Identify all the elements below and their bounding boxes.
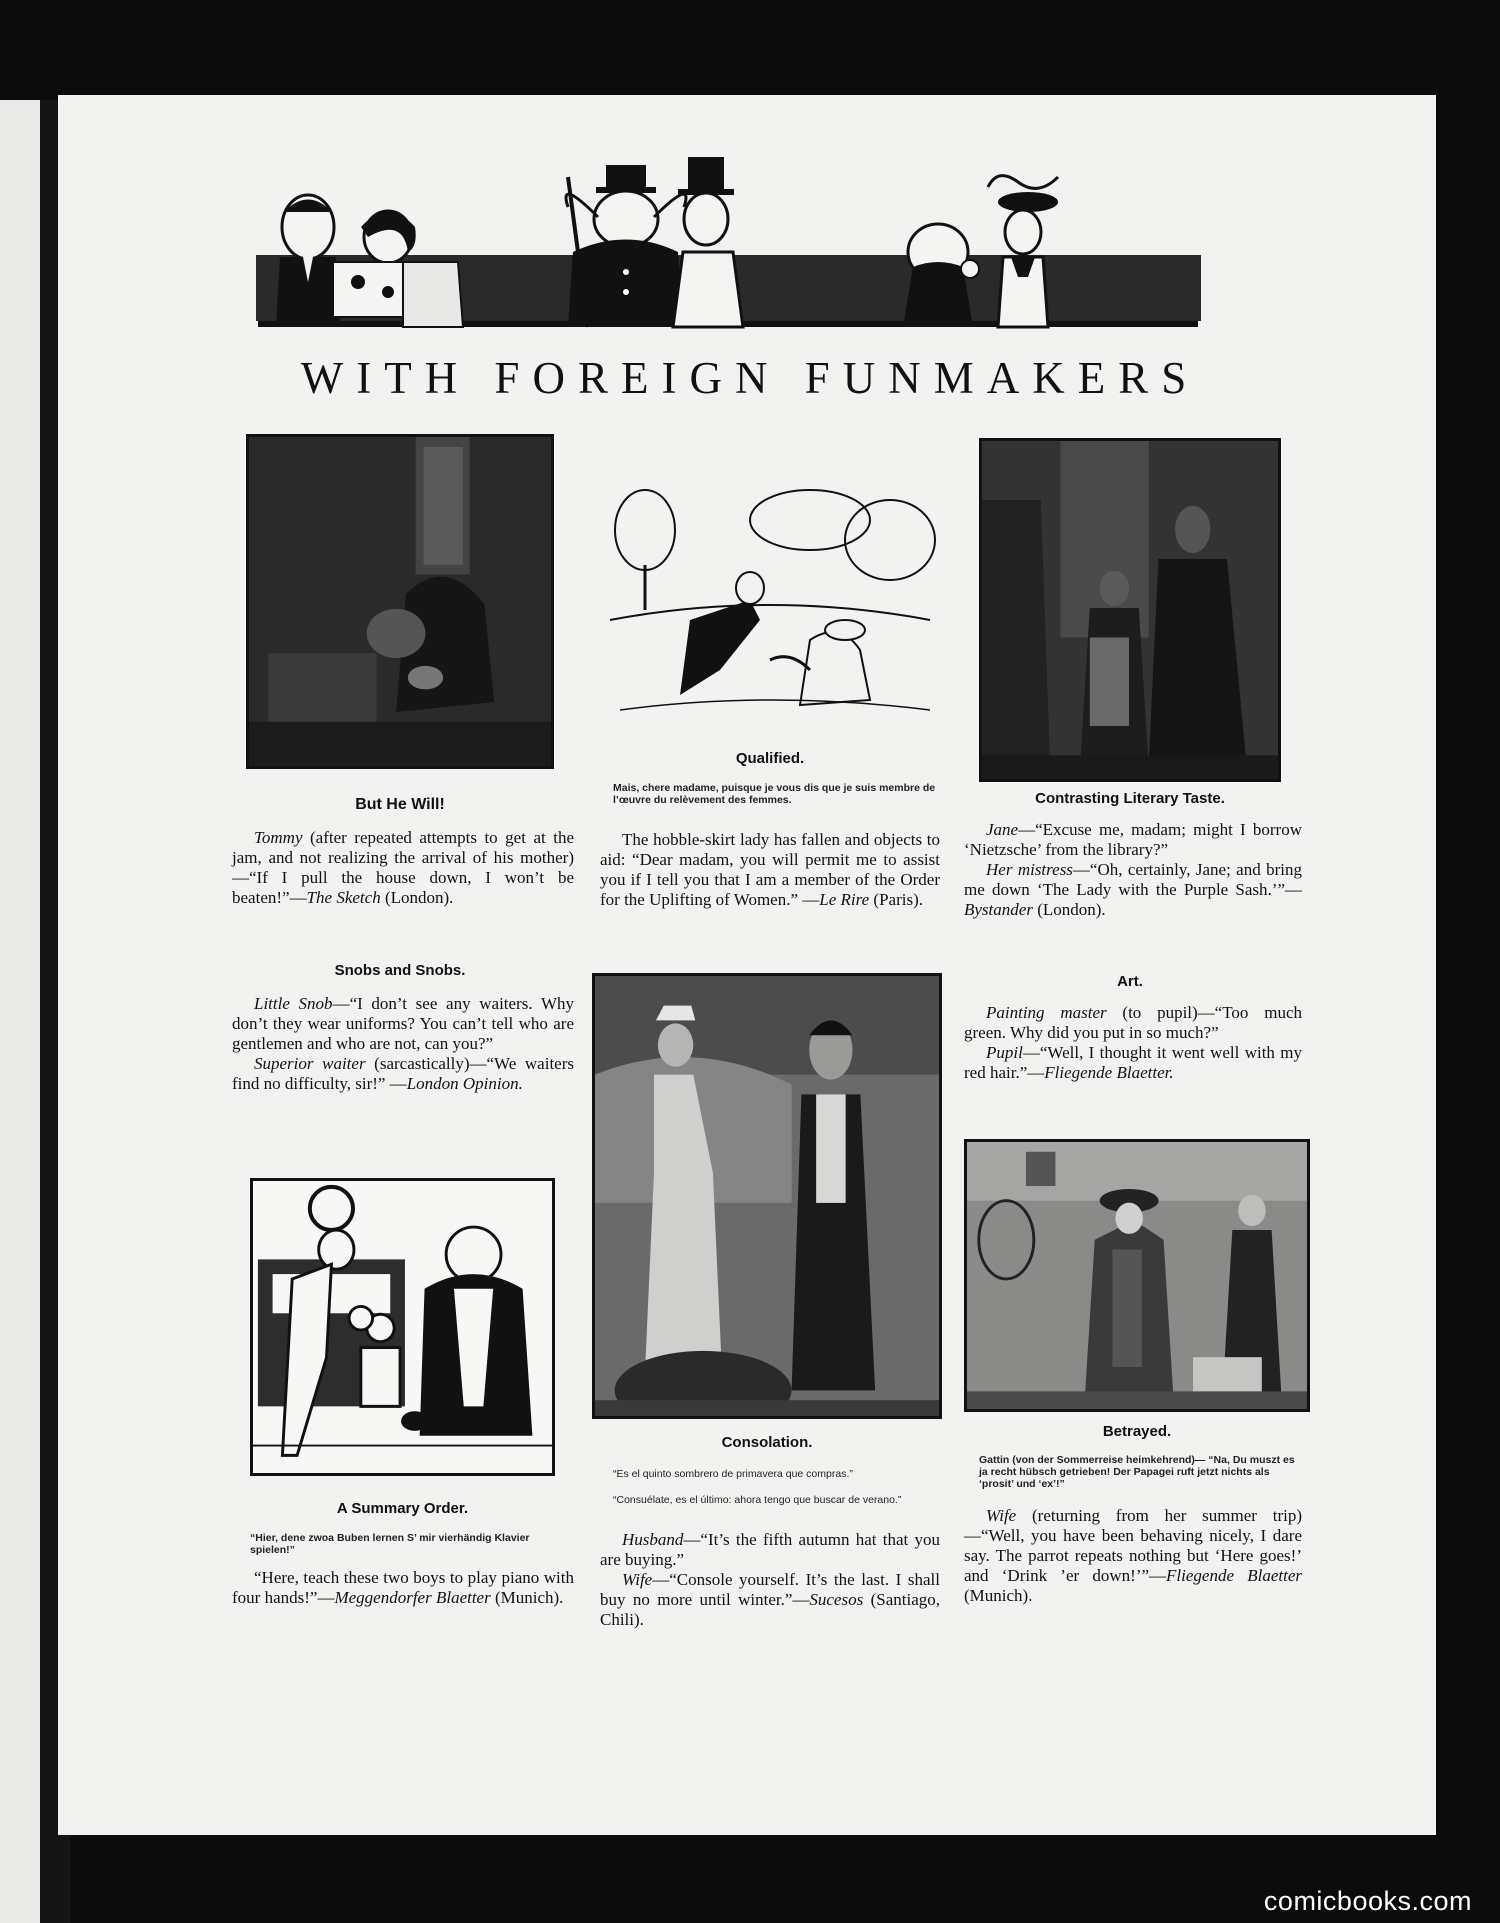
text-consolation [600,1530,940,1630]
quote-summary-order: “Here, teach these two boys to play piano with four hands!”— [232,1568,574,1607]
source-fliegende-blaetter-1: Fliegende Blaetter. [1044,1063,1174,1082]
source-london-opinion: London Opinion. [406,1074,523,1093]
illustration-betrayed [964,1139,1310,1412]
quote-tommy: (after repeated attempts to get at the jam, and not realizing the arrival of his mother)—“If I pull the house down, I won’t be beaten!”— [232,828,574,907]
speaker-little-snob: Little Snob [254,994,333,1013]
quote-superior-waiter: (sarcastically)—“We waiters find no difficulty, sir!” — [232,1054,574,1093]
text-summary-order [232,1568,574,1608]
speaker-wife-betrayed: Wife [986,1506,1017,1525]
caption-qualified: Qualified. [735,750,805,767]
quote-wife-betrayed: (returning from her summer trip)—“Well, you have been behaving nicely, I dare say. The parrot repeats nothing but ‘Here goes!’ and ‘Drink ’er down!’”— [964,1506,1302,1585]
caption-snobs: Snobs and Snobs. [334,962,466,979]
text-betrayed [964,1506,1302,1606]
caption-contrasting-literary-taste: Contrasting Literary Taste. [1035,790,1225,807]
quote-pupil: —“Well, I thought it went well with my red hair.”— [964,1043,1302,1082]
caption-but-he-will: But He Will! [355,796,445,813]
source-le-rire: Le Rire [819,890,870,909]
illustration-but-he-will [246,434,554,769]
caption-consolation: Consolation. [721,1434,813,1451]
left-page-edge [0,100,42,1923]
speaker-superior-waiter: Superior waiter [254,1054,366,1073]
speaker-pupil: Pupil [986,1043,1023,1062]
original-qualified: Mais, chere madame, puisque je vous dis que je suis membre de l’œuvre du relèvement des femmes. [613,782,936,806]
quote-jane: —“Excuse me, madam; might I borrow ‘Nietzsche’ from the library?” [964,820,1302,859]
source-place-munich-1: (Munich). [490,1588,564,1607]
illustration-contrasting-literary-taste [979,438,1281,782]
speaker-her-mistress: Her mistress [986,860,1073,879]
original-summary-order: “Hier, dene zwoa Buben lernen S’ mir vierhändig Klavier spielen!” [250,1532,530,1556]
source-bystander: Bystander [964,900,1033,919]
text-snobs [232,994,574,1094]
original-consolation-2: “Consuélate, es el último: ahora tengo que buscar de verano.” [613,1494,902,1506]
source-place-santiago: (Santiago, Chili). [600,1590,940,1629]
source-meggendorfer: Meggendorfer Blaetter [334,1588,491,1607]
source-place-paris: (Paris). [869,890,923,909]
illustration-summary-order [250,1178,555,1476]
page-title: WITH FOREIGN FUNMAKERS [300,353,1200,403]
caption-art: Art. [1117,973,1143,990]
source-place-london-2: (London). [1032,900,1106,919]
quote-wife: —“Console yourself. It’s the last. I shall buy no more until winter.”— [600,1570,940,1609]
source-place-london: (London). [380,888,454,907]
source-sucesos: Sucesos [809,1590,864,1609]
speaker-husband: Husband [622,1530,684,1549]
caption-summary-order: A Summary Order. [336,1500,469,1517]
speaker-wife: Wife [622,1570,653,1589]
illustration-consolation [592,973,942,1419]
illustration-qualified [600,470,940,725]
text-art [964,1003,1302,1083]
watermark: comicbooks.com [1263,1886,1472,1916]
text-contrasting-literary-taste [964,820,1302,920]
speaker-jane: Jane [986,820,1019,839]
original-consolation-1: “Es el quinto sombrero de primavera que compras.” [613,1468,853,1480]
header-banner-illustration [228,157,1203,335]
original-betrayed: Gattin (von der Sommerreise heimkehrend)— “Na, Du muszt es ja recht hübsch getrieben! Der Papagei ruft jetzt nichts als ‘prosit’ und ‘ex’!” [979,1454,1295,1490]
text-qualified [600,830,940,910]
source-place-munich-2: (Munich). [964,1586,1033,1605]
caption-betrayed: Betrayed. [1102,1423,1172,1440]
text-but-he-will [232,828,574,908]
source-the-sketch: The Sketch [306,888,381,907]
quote-qualified: The hobble-skirt lady has fallen and objects to aid: “Dear madam, you will permit me to assist you if I tell you that I am a member of the Order for the Uplifting of Women.” — [600,830,940,909]
quote-painting-master: (to pupil)—“Too much green. Why did you put in so much?” [964,1003,1302,1042]
speaker-painting-master: Painting master [986,1003,1107,1022]
quote-husband: —“It’s the fifth autumn hat that you are buying.” [600,1530,940,1569]
quote-her-mistress: —“Oh, certainly, Jane; and bring me down ‘The Lady with the Purple Sash.’”— [964,860,1302,899]
source-fliegende-blaetter-2: Fliegende Blaetter [1166,1566,1302,1585]
quote-little-snob: —“I don’t see any waiters. Why don’t they wear uniforms? You can’t tell who are gentlemen and who are not, can you?” [232,994,574,1053]
speaker-tommy: Tommy [254,828,303,847]
